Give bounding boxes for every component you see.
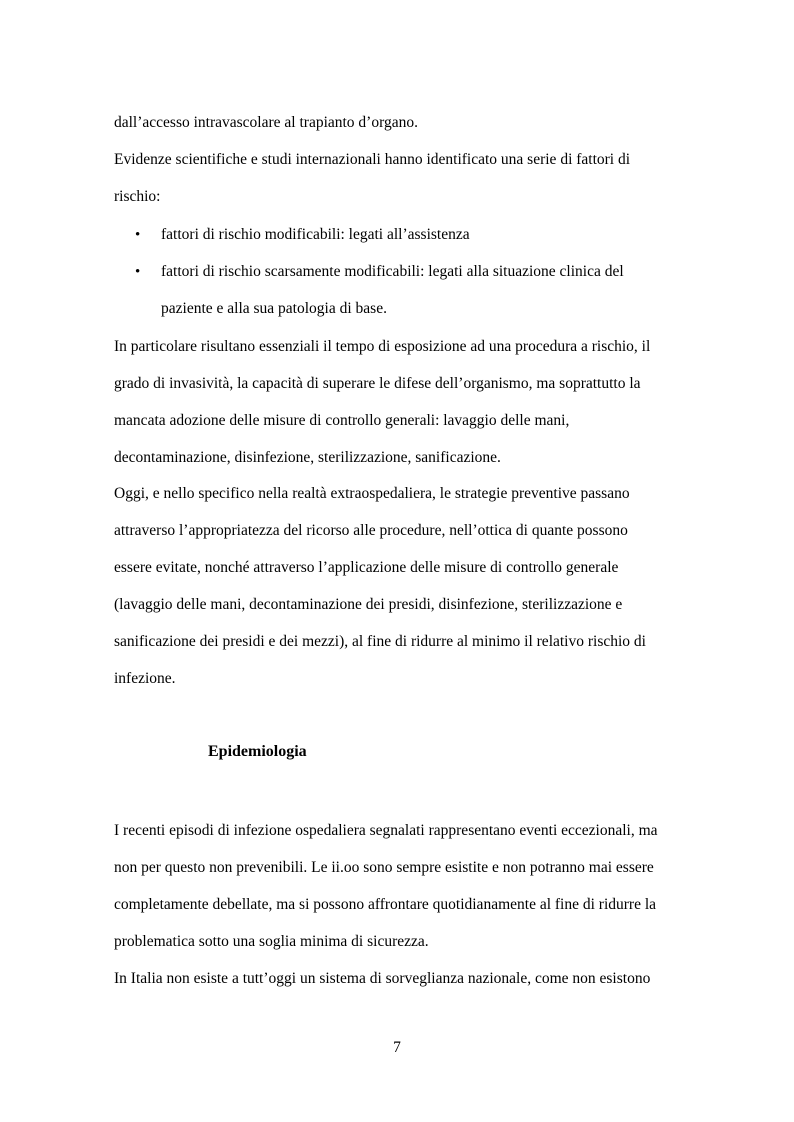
- bullet-icon: •: [135, 227, 141, 243]
- text-line: completamente debellate, ma si possono affrontare quotidianamente al fine di ridurre la: [114, 896, 657, 913]
- text-line: infezione.: [114, 670, 176, 687]
- text-line: rischio:: [114, 188, 161, 205]
- page-number: 7: [393, 1039, 401, 1056]
- text-line: dall’accesso intravascolare al trapianto d’organo.: [114, 114, 418, 131]
- text-line: grado di invasività, la capacità di superare le difese dell’organismo, ma soprattutto la: [114, 375, 641, 392]
- text-line: In Italia non esiste a tutt’oggi un sistema di sorveglianza nazionale, come non esistono: [114, 970, 651, 987]
- text-line: problematica sotto una soglia minima di sicurezza.: [114, 933, 429, 950]
- text-line: decontaminazione, disinfezione, sterilizzazione, sanificazione.: [114, 449, 501, 466]
- text-line: Evidenze scientifiche e studi internazionali hanno identificato una serie di fattori di: [114, 151, 631, 168]
- text-line: non per questo non prevenibili. Le ii.oo sono sempre esistite e non potranno mai essere: [114, 859, 654, 876]
- bullet-icon: •: [135, 264, 141, 280]
- text-line: mancata adozione delle misure di controllo generali: lavaggio delle mani,: [114, 412, 570, 429]
- text-line: essere evitate, nonché attraverso l’applicazione delle misure di controllo generale: [114, 559, 619, 576]
- section-heading: Epidemiologia: [208, 743, 307, 760]
- list-item-text: paziente e alla sua patologia di base.: [161, 300, 387, 317]
- text-line: attraverso l’appropriatezza del ricorso alle procedure, nell’ottica di quante possono: [114, 522, 628, 539]
- text-line: sanificazione dei presidi e dei mezzi), al fine di ridurre al minimo il relativo rischio di: [114, 633, 646, 650]
- text-line: Oggi, e nello specifico nella realtà extraospedaliera, le strategie preventive passano: [114, 485, 630, 502]
- text-line: (lavaggio delle mani, decontaminazione dei presidi, disinfezione, sterilizzazione e: [114, 596, 623, 613]
- text-line: I recenti episodi di infezione ospedaliera segnalati rappresentano eventi eccezionali, ma: [114, 822, 658, 839]
- text-line: In particolare risultano essenziali il tempo di esposizione ad una procedura a rischio, il: [114, 338, 651, 355]
- list-item-text: fattori di rischio scarsamente modificabili: legati alla situazione clinica del: [161, 263, 624, 280]
- list-item-text: fattori di rischio modificabili: legati all’assistenza: [161, 226, 470, 243]
